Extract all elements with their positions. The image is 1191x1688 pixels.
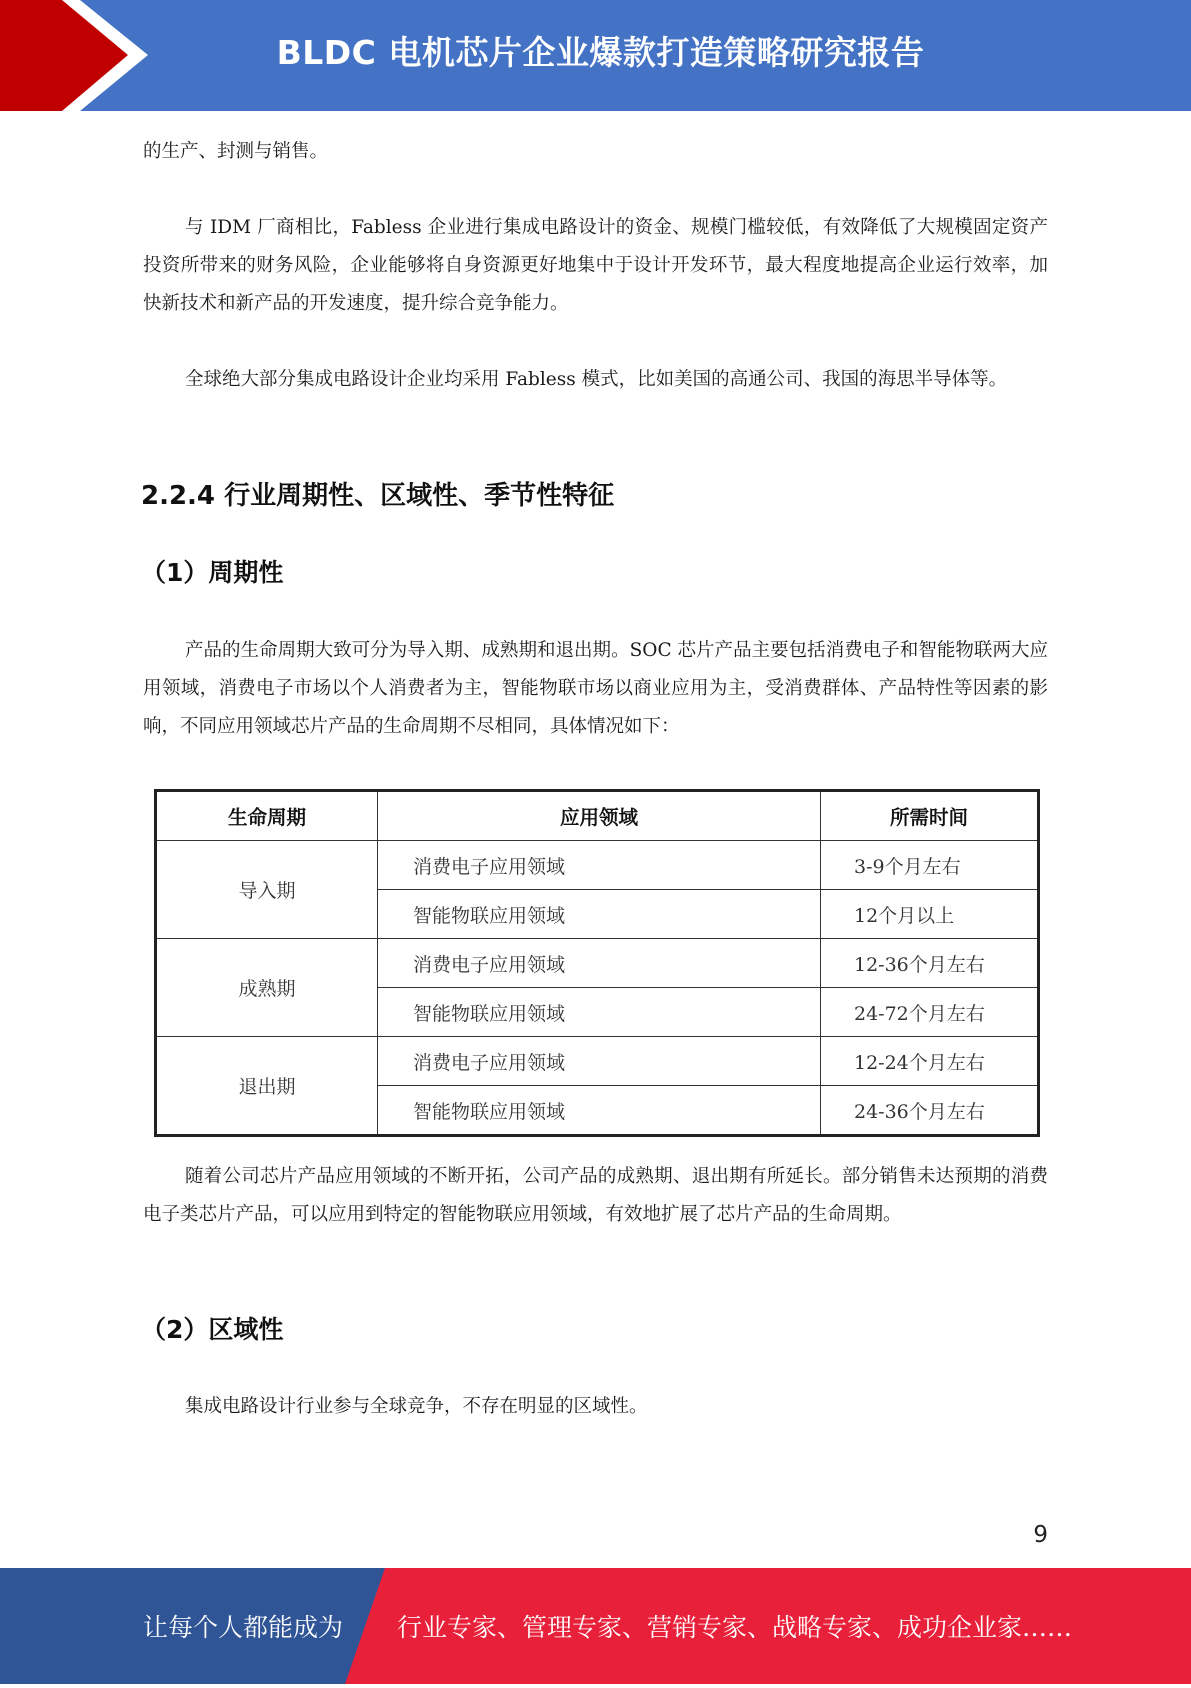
time-cell: 12-24个月左右 [821, 1037, 1039, 1086]
paragraph-idm-comparison: 与 IDM 厂商相比，Fabless 企业进行集成电路设计的资金、规模门槛较低，有效降低了大规模固定资产投资所带来的财务风险，企业能够将自身资源更好地集中于设计开发环节，最大程度地提高企业运行效率，加快新技术和新产品的开发速度，提升综合竞争能力。 [143, 217, 1048, 314]
domain-cell: 消费电子应用领域 [378, 841, 821, 890]
header-banner [0, 0, 1191, 111]
stage-cell: 成熟期 [156, 939, 378, 1037]
time-cell: 3-9个月左右 [821, 841, 1039, 890]
table-header-cell: 应用领域 [378, 791, 821, 841]
section-heading: 2.2.4 行业周期性、区域性、季节性特征 [141, 481, 615, 511]
document-title: BLDC 电机芯片企业爆款打造策略研究报告 [276, 33, 925, 72]
domain-cell: 智能物联应用领域 [378, 988, 821, 1037]
domain-cell: 消费电子应用领域 [378, 939, 821, 988]
time-cell: 12-36个月左右 [821, 939, 1039, 988]
footer-slogan-left: 让每个人都能成为 [143, 1613, 344, 1642]
subheading-regionality: （2）区域性 [141, 1315, 284, 1344]
page-number: 9 [1033, 1522, 1048, 1548]
footer-banner [0, 1568, 1191, 1684]
table-row [156, 841, 1039, 890]
subheading-cyclicality: （1）周期性 [141, 558, 284, 587]
domain-cell: 智能物联应用领域 [378, 1086, 821, 1136]
paragraph-lifecycle: 产品的生命周期大致可分为导入期、成熟期和退出期。SOC 芯片产品主要包括消费电子和智能物联两大应用领域，消费电子市场以个人消费者为主，智能物联市场以商业应用为主，受消费群体、产品特性等因素的影响，不同应用领域芯片产品的生命周期不尽相同，具体情况如下： [143, 640, 1048, 737]
table-header-row [156, 791, 1039, 841]
table-row [156, 939, 1039, 988]
time-cell: 24-36个月左右 [821, 1086, 1039, 1136]
paragraph-fabless-model: 全球绝大部分集成电路设计企业均采用 Fabless 模式，比如美国的高通公司、我国的海思半导体等。 [185, 369, 1008, 390]
domain-cell: 智能物联应用领域 [378, 890, 821, 939]
time-cell: 24-72个月左右 [821, 988, 1039, 1037]
lifecycle-table [154, 789, 1040, 1137]
time-cell: 12个月以上 [821, 890, 1039, 939]
paragraph-continuation: 的生产、封测与销售。 [143, 141, 329, 162]
table-header-cell: 所需时间 [821, 791, 1039, 841]
domain-cell: 消费电子应用领域 [378, 1037, 821, 1086]
paragraph-lifecycle-extension: 随着公司芯片产品应用领域的不断开拓，公司产品的成熟期、退出期有所延长。部分销售未达预期的消费电子类芯片产品，可以应用到特定的智能物联应用领域，有效地扩展了芯片产品的生命周期。 [143, 1166, 1048, 1225]
paragraph-regionality: 集成电路设计行业参与全球竞争，不存在明显的区域性。 [185, 1396, 648, 1417]
footer-slogan-right: 行业专家、管理专家、营销专家、战略专家、成功企业家…… [397, 1613, 1073, 1642]
table-row [156, 1037, 1039, 1086]
stage-cell: 导入期 [156, 841, 378, 939]
stage-cell: 退出期 [156, 1037, 378, 1136]
table-header-cell: 生命周期 [156, 791, 378, 841]
